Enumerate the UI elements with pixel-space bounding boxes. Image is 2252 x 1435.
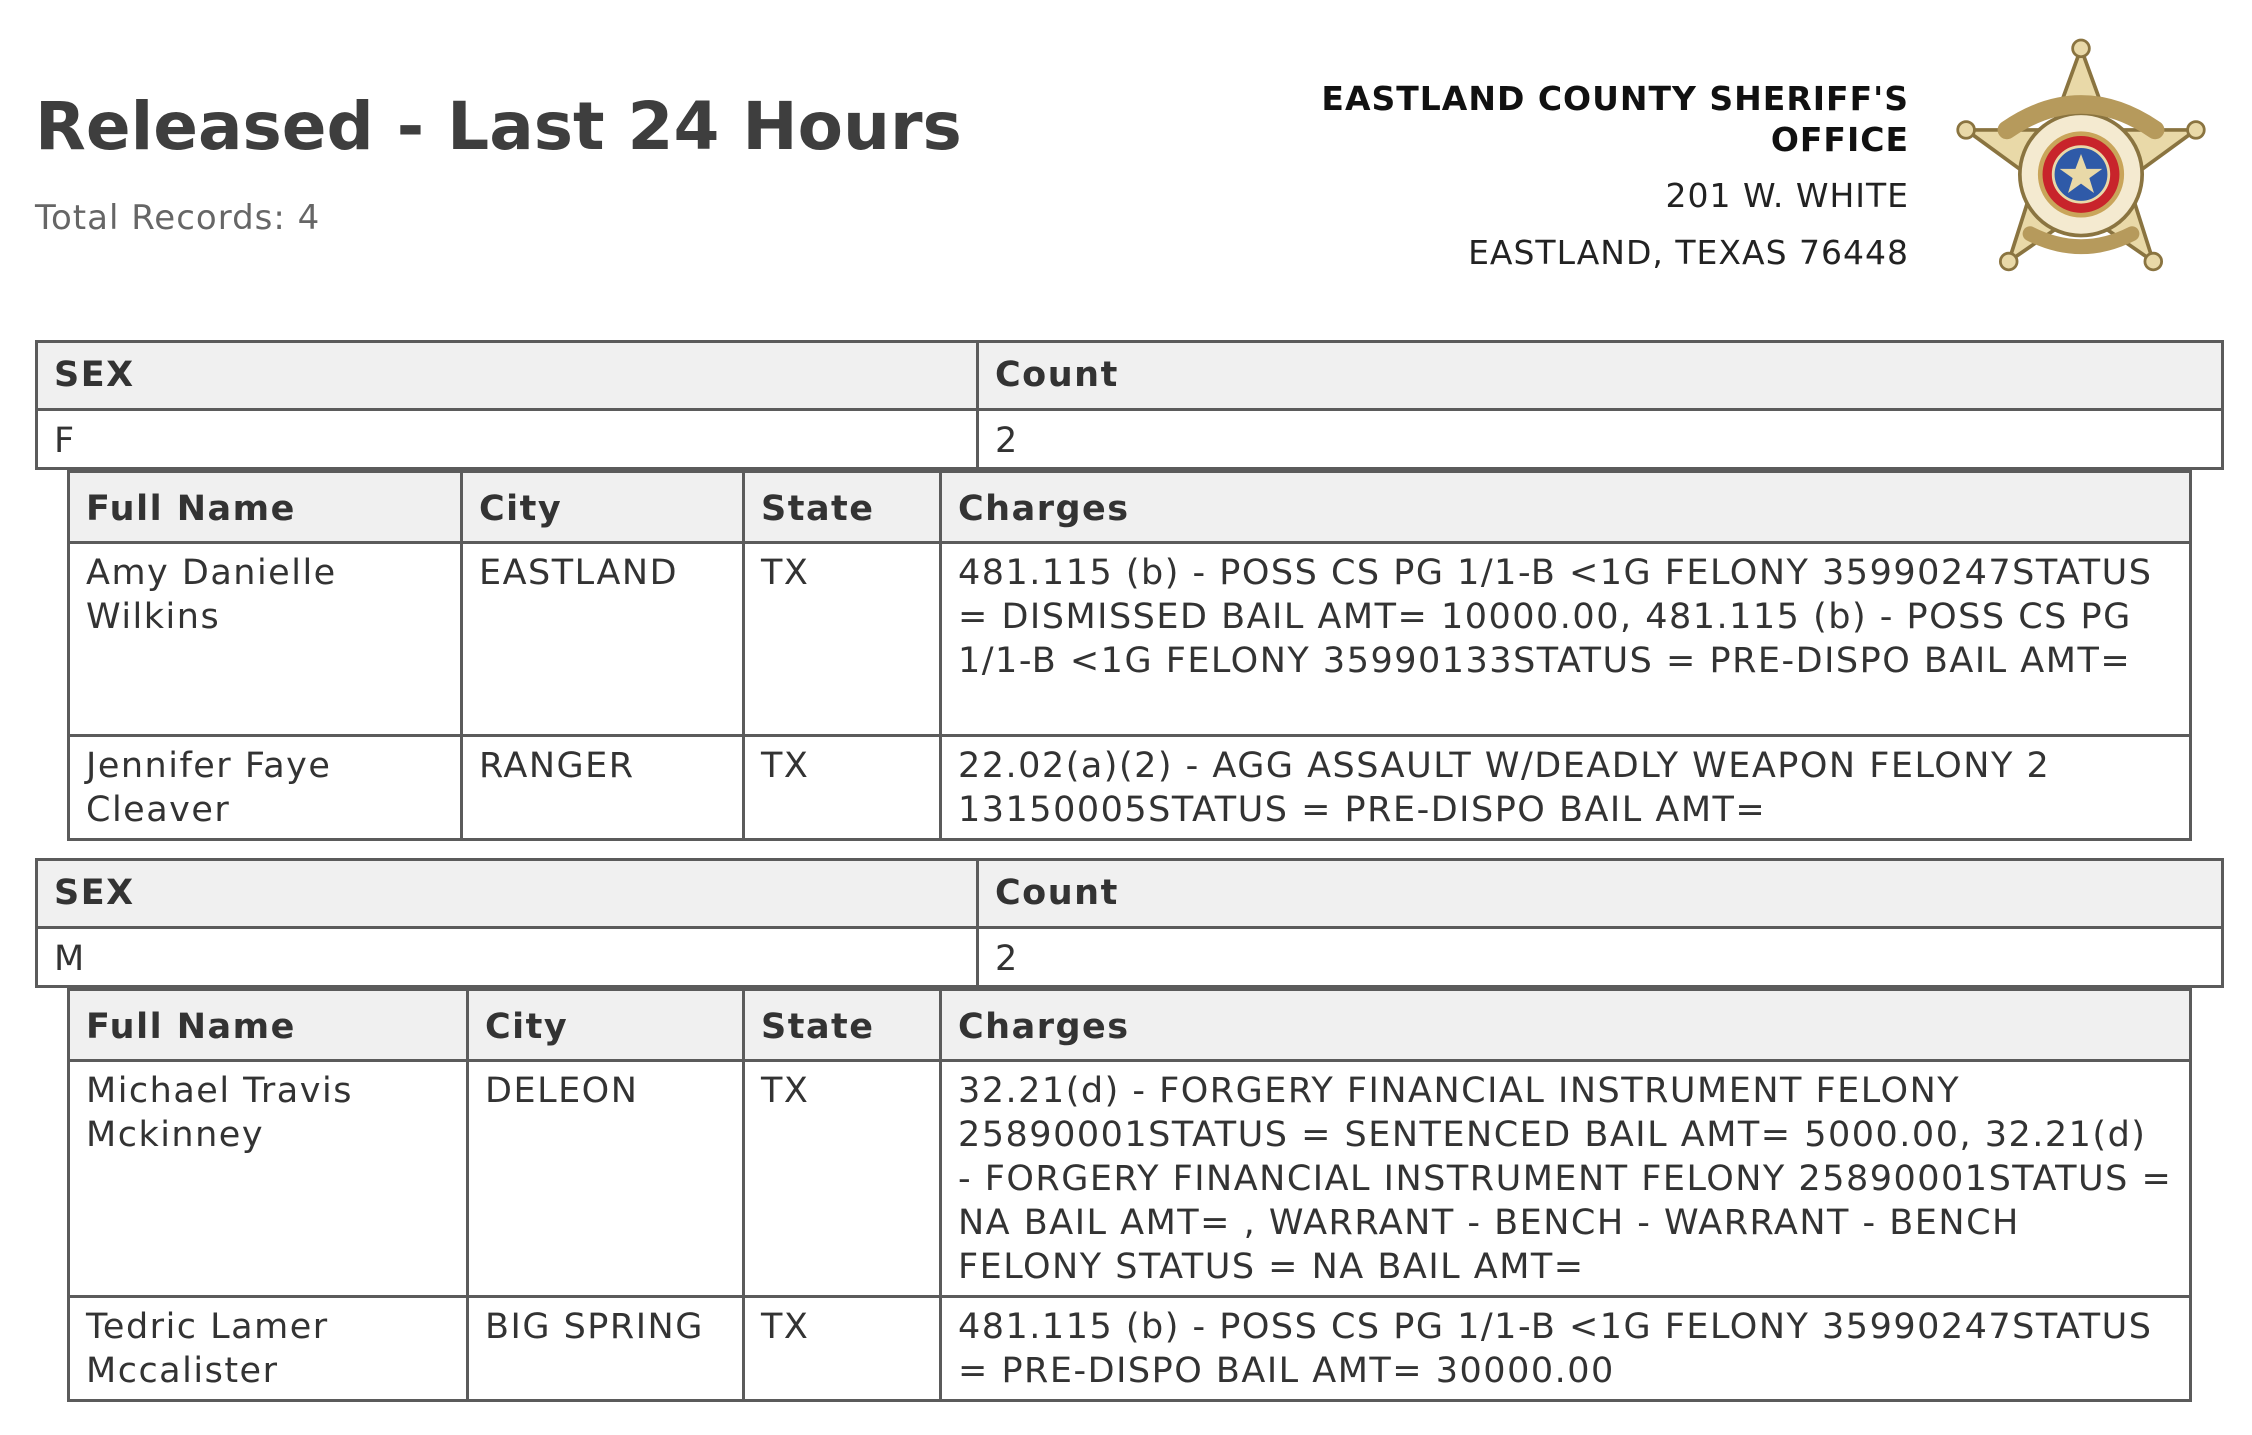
sex-summary-row — [37, 410, 2223, 469]
city-cell: BIG SPRING — [468, 1297, 744, 1401]
charges-column-header: Charges — [941, 472, 2191, 543]
state-cell: TX — [744, 1297, 941, 1401]
page-title: Released - Last 24 Hours — [35, 88, 962, 165]
charges-column-header: Charges — [941, 990, 2191, 1061]
table-row — [69, 736, 2191, 840]
state-column-header: State — [744, 472, 941, 543]
sex-summary-row — [37, 928, 2223, 987]
sex-column-header: SEX — [37, 860, 978, 928]
charges-cell: 22.02(a)(2) - AGG ASSAULT W/DEADLY WEAPON FELONY 2 13150005STATUS = PRE-DISPO BAIL AMT= — [941, 736, 2191, 840]
full-name-cell: Jennifer Faye Cleaver — [69, 736, 462, 840]
count-cell: 2 — [978, 410, 2223, 469]
release-detail-table — [67, 470, 2192, 841]
full-name-cell: Michael Travis Mckinney — [69, 1061, 468, 1297]
sex-summary-table — [35, 340, 2224, 470]
charges-cell: 481.115 (b) - POSS CS PG 1/1-B <1G FELONY 35990247STATUS = PRE-DISPO BAIL AMT= 30000.00 — [941, 1297, 2191, 1401]
state-cell: TX — [744, 736, 941, 840]
sex-column-header: SEX — [37, 342, 978, 410]
city-cell: RANGER — [462, 736, 744, 840]
state-cell: TX — [744, 543, 941, 736]
full-name-cell: Tedric Lamer Mccalister — [69, 1297, 468, 1401]
total-records: Total Records: 4 — [35, 198, 321, 238]
agency-address-street: 201 W. WHITE — [1665, 176, 1909, 215]
count-cell: 2 — [978, 928, 2223, 987]
city-cell: DELEON — [468, 1061, 744, 1297]
state-column-header: State — [744, 990, 941, 1061]
city-column-header: City — [462, 472, 744, 543]
agency-address-city: EASTLAND, TEXAS 76448 — [1468, 233, 1909, 272]
sex-cell: F — [37, 410, 978, 469]
state-cell: TX — [744, 1061, 941, 1297]
sex-summary-table — [35, 858, 2224, 988]
charges-cell: 481.115 (b) - POSS CS PG 1/1-B <1G FELONY 35990247STATUS = DISMISSED BAIL AMT= 10000.00, 481.115 (b) - POSS CS PG 1/1-B <1G FELONY 35990133STATUS = PRE-DISPO BAIL AMT= — [941, 543, 2191, 736]
count-column-header: Count — [978, 860, 2223, 928]
table-row — [69, 543, 2191, 736]
sheriff-star-badge-icon — [1935, 28, 2227, 306]
table-row — [69, 1061, 2191, 1297]
charges-cell: 32.21(d) - FORGERY FINANCIAL INSTRUMENT FELONY 25890001STATUS = SENTENCED BAIL AMT= 5000.00, 32.21(d) - FORGERY FINANCIAL INSTRUMENT FELONY 25890001STATUS = NA BAIL AMT= , WARRANT - BENCH - WARRANT - BENCH FELONY STATUS = NA BAIL AMT= — [941, 1061, 2191, 1297]
full-name-cell: Amy Danielle Wilkins — [69, 543, 462, 736]
full-name-column-header: Full Name — [69, 990, 468, 1061]
full-name-column-header: Full Name — [69, 472, 462, 543]
table-row — [69, 1297, 2191, 1401]
agency-name: EASTLAND COUNTY SHERIFF'S OFFICE — [1321, 79, 1909, 159]
release-detail-table — [67, 988, 2192, 1402]
city-column-header: City — [468, 990, 744, 1061]
city-cell: EASTLAND — [462, 543, 744, 736]
sex-cell: M — [37, 928, 978, 987]
count-column-header: Count — [978, 342, 2223, 410]
